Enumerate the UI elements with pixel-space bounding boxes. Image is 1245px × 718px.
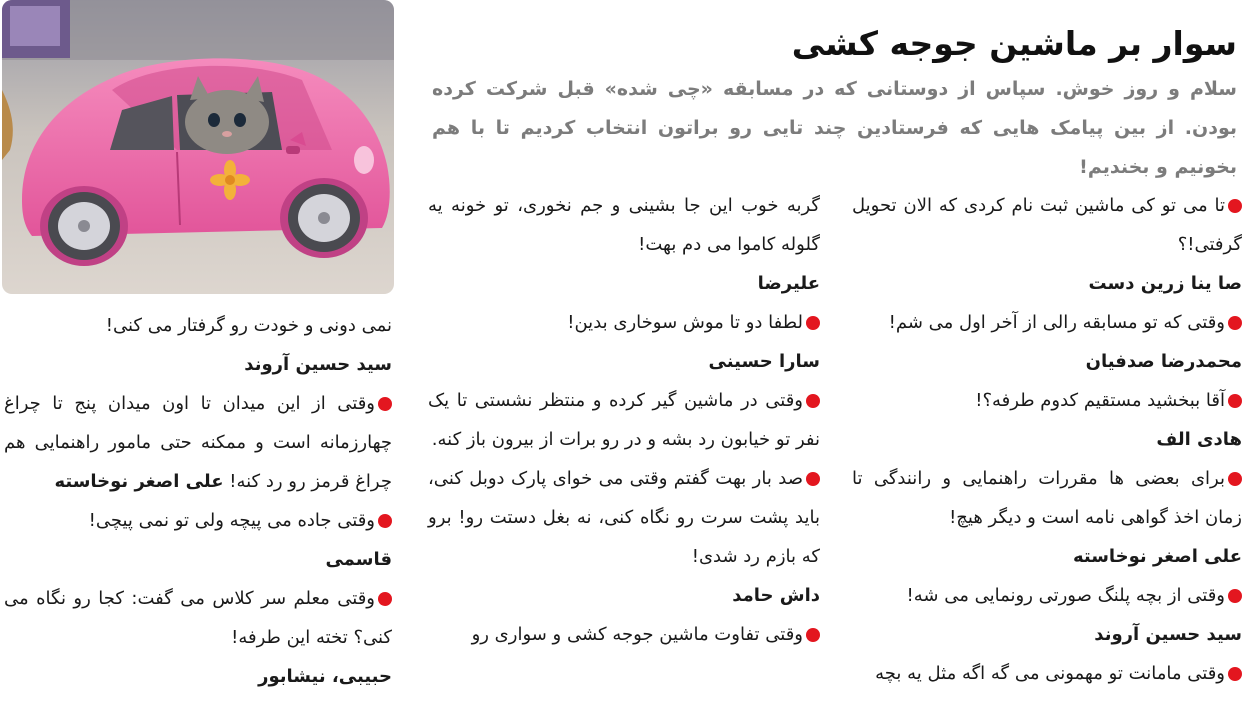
sender-name: سید حسین آروند	[244, 354, 392, 375]
sender-name: سید حسین آروند	[1094, 624, 1242, 645]
kitten-car-photo	[2, 0, 394, 294]
sender-name: قاسمی	[325, 549, 392, 570]
messages-column-left	[4, 306, 392, 696]
bullet-icon	[1228, 667, 1242, 681]
bullet-icon	[806, 316, 820, 330]
message-item: صد بار بهت گفتم وقتی می خوای پارک دوبل کنی، باید پشت سرت رو نگاه کنی، نه بغل دستت رو! برو که بازم رد شدی!	[428, 468, 820, 567]
message-item: وقتی از بچه پلنگ صورتی رونمایی می شه!	[852, 576, 1242, 615]
sender-name: علیرضا	[757, 273, 820, 294]
bullet-icon	[1228, 394, 1242, 408]
message-item: وقتی که تو مسابقه رالی از آخر اول می شم!	[852, 303, 1242, 342]
sender-name: سارا حسینی	[708, 351, 820, 372]
sender-name: علی اصغر نوخاسته	[54, 471, 224, 492]
intro-paragraph: سلام و روز خوش. سپاس از دوستانی که در مسابقه «چی شده» قبل شرکت کرده بودن. از بین پیامک هایی که فرستادین چند تایی رو براتون انتخاب کردیم تا با هم بخونیم و بخندیم!	[432, 78, 1237, 178]
bullet-icon	[806, 472, 820, 486]
sender-name: محمدرضا صدفیان	[1085, 351, 1242, 372]
sender-name: صا ینا زرین دست	[1088, 273, 1242, 294]
message-item: وقتی از این میدان تا اون میدان پنج تا چراغ چهارزمانه است و ممکنه حتی مامور راهنمایی هم چراغ قرمز رو رد کنه! علی اصغر نوخاسته	[4, 393, 392, 492]
message-item: آقا ببخشید مستقیم کدوم طرفه؟!	[852, 381, 1242, 420]
bullet-icon	[1228, 472, 1242, 486]
sender-name: علی اصغر نوخاسته	[1072, 546, 1242, 567]
article-title: سوار بر ماشین جوجه کشی	[791, 24, 1237, 63]
bullet-icon	[1228, 589, 1242, 603]
message-continuation: گربه خوب این جا بشینی و جم نخوری، تو خونه یه گلوله کاموا می دم بهت!	[428, 195, 820, 255]
sender-name: داش حامد	[732, 585, 820, 606]
message-item: وقتی معلم سر کلاس می گفت: کجا رو نگاه می کنی؟ تخته این طرفه!	[4, 588, 392, 648]
messages-column-right	[852, 186, 1242, 693]
messages-column-middle	[428, 186, 820, 654]
message-item: وقتی در ماشین گیر کرده و منتظر نشستی تا یک نفر تو خیابون رد بشه و در رو برات از بیرون باز کنه.	[428, 390, 820, 450]
bullet-icon	[1228, 199, 1242, 213]
bullet-icon	[1228, 316, 1242, 330]
message-item: وقتی مامانت تو مهمونی می گه اگه مثل یه بچه	[852, 654, 1242, 693]
message-item: برای بعضی ها مقررات راهنمایی و رانندگی تا زمان اخذ گواهی نامه است و دیگر هیچ!	[852, 468, 1242, 528]
sender-name: هادی الف	[1156, 429, 1242, 450]
message-item: وقتی جاده می پیچه ولی تو نمی پیچی!	[4, 501, 392, 540]
bullet-icon	[806, 628, 820, 642]
sender-name: حبیبی، نیشابور	[258, 666, 392, 687]
bullet-icon	[806, 394, 820, 408]
message-item: تا می تو کی ماشین ثبت نام کردی که الان تحویل گرفتی!؟	[852, 195, 1242, 255]
message-continuation: نمی دونی و خودت رو گرفتار می کنی!	[105, 315, 392, 336]
kitten-car-illustration	[2, 0, 394, 294]
message-item: وقتی تفاوت ماشین جوجه کشی و سواری رو	[428, 615, 820, 654]
bullet-icon	[378, 592, 392, 606]
bullet-icon	[378, 514, 392, 528]
message-item: لطفا دو تا موش سوخاری بدین!	[428, 303, 820, 342]
bullet-icon	[378, 397, 392, 411]
